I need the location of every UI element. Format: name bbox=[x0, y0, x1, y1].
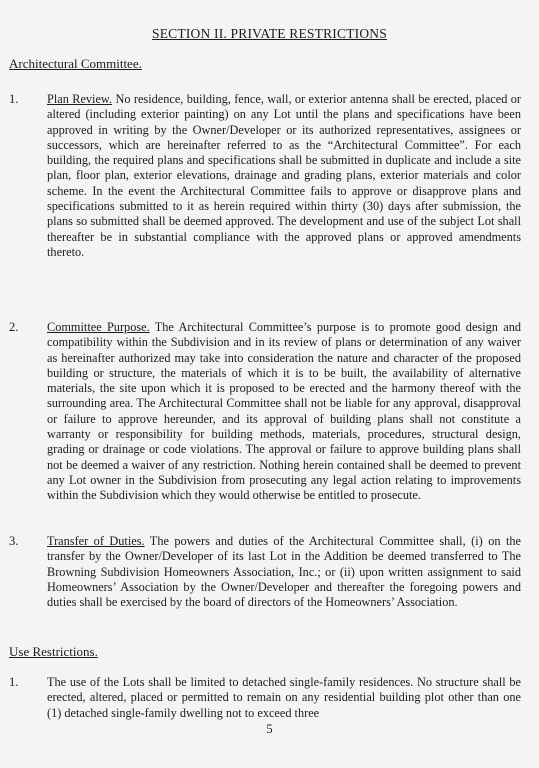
item-subtitle: Plan Review. bbox=[47, 92, 113, 106]
item-text: No residence, building, fence, wall, or exterior antenna shall be erected, placed or altered (including exterior painting) on any Lot until the plans and specifications have been approved in writing by the Owner/Developer or its authorized representatives, assignees or successors, which are hereinafter referred to as the “Architectural Committee”. For each building, the required plans and specifications shall be submitted in duplicate and include a site plan, floor plan, exterior elevations, drainage and grading plans, exterior materials and color scheme. In the event the Architectural Committee fails to approve or disapprove plans and specifications submitted to it as herein required within thirty (30) days after submission, the plans so submitted shall be deemed approved. The development and use of the subject Lot shall thereafter be in substantial compliance with the approved plans or approved amendments thereto. bbox=[47, 92, 521, 259]
item-number: 2. bbox=[9, 320, 19, 334]
item-number: 1. bbox=[9, 675, 19, 689]
item-paragraph bbox=[47, 92, 521, 260]
item-subtitle: Committee Purpose. bbox=[47, 320, 150, 334]
item-paragraph bbox=[47, 534, 521, 610]
item-text: The Architectural Committee’s purpose is to promote good design and compatibility within the Subdivision and in its review of plans or determination of any waiver as hereinafter authorized may take into consideration the nature and character of the proposed building or structure, the materials of which it is to be built, the availability of alternative materials, the site upon which it is proposed to be erected and the harmony thereof with the surrounding area. The Architectural Committee shall not be liable for any approval, disapproval or failure to approve hereunder, and its approval of building plans shall not constitute a warranty or responsibility for building methods, materials, procedures, structural design, grading or drainage or code violations. The approval or failure to approve building plans shall not be deemed a waiver of any restriction. Nothing herein contained shall be deemed to prevent any Lot owner in the Subdivision from prosecuting any legal action relating to improvements within the Subdivision which they would otherwise be entitled to prosecute. bbox=[47, 320, 521, 503]
item-subtitle: Transfer of Duties. bbox=[47, 534, 145, 548]
section-title: SECTION II. PRIVATE RESTRICTIONS bbox=[152, 26, 387, 41]
item-number: 3. bbox=[9, 534, 19, 548]
architectural-committee-heading: Architectural Committee. bbox=[9, 56, 142, 71]
item-text: The use of the Lots shall be limited to detached single-family residences. No structure shall be erected, altered, placed or permitted to remain on any residential building plot other than one (1) detached single-family dwelling not to exceed three bbox=[47, 675, 521, 720]
item-text: The powers and duties of the Architectural Committee shall, (i) on the transfer by the Owner/Developer of its last Lot in the Addition be deemed transferred to The Browning Subdivision Homeowners Association, Inc.; or (ii) upon written assignment to said Homeowners’ Association by the Owner/Developer and thereafter the foregoing powers and duties shall be exercised by the board of directors of the Homeowners’ Association. bbox=[47, 534, 521, 610]
item-number: 1. bbox=[9, 92, 19, 106]
use-restrictions-heading: Use Restrictions. bbox=[9, 644, 98, 659]
item-paragraph bbox=[47, 675, 521, 721]
item-paragraph bbox=[47, 320, 521, 504]
page-number: 5 bbox=[266, 722, 273, 736]
